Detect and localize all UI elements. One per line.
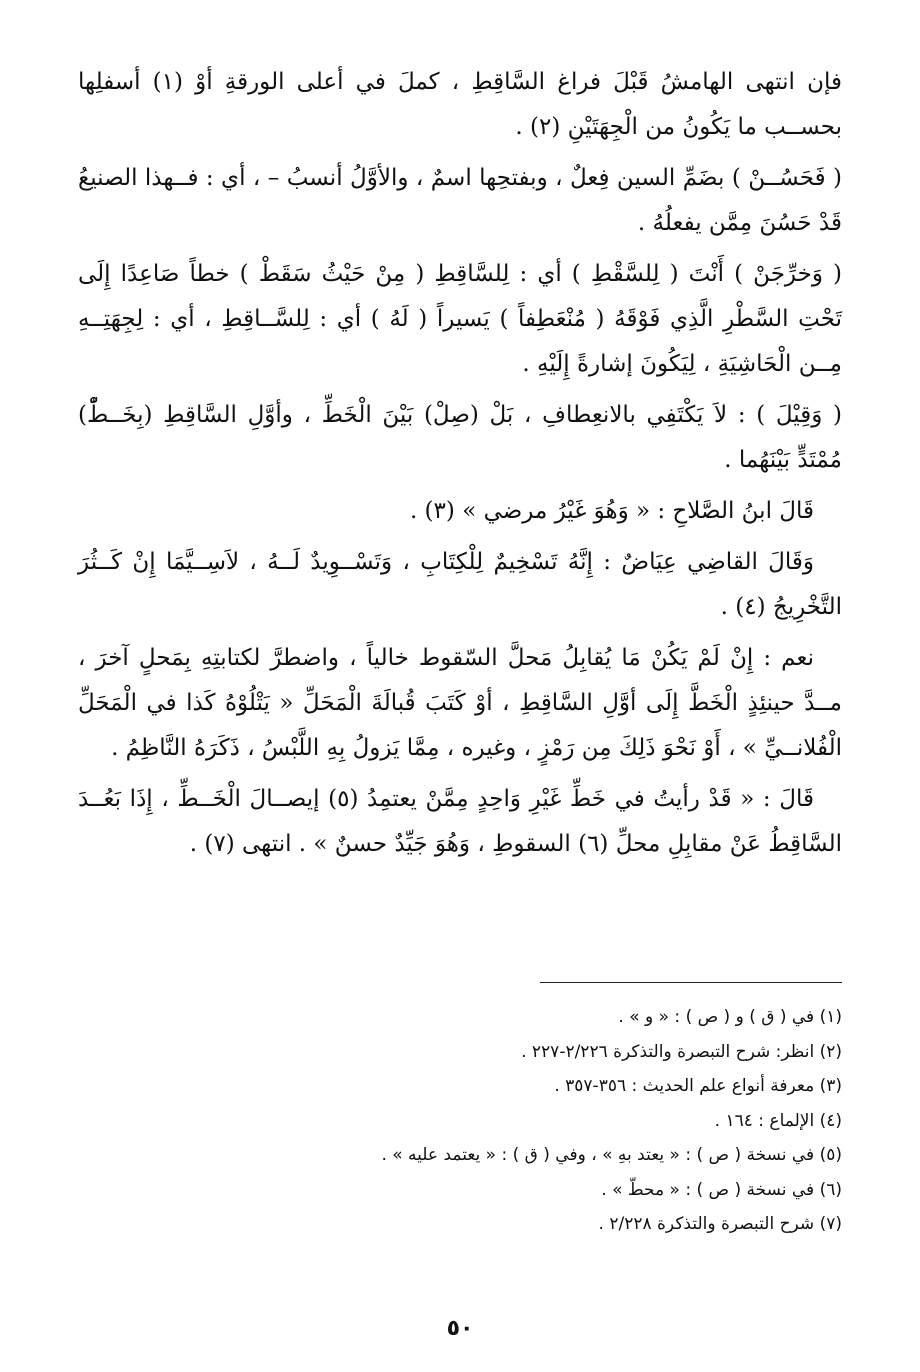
paragraph-6: وَقَالَ القاضِي عِيَاضٌ : إِنَّهُ تَسْخِيمٌ لِلْكِتَابِ ، وَتَسْــوِيدٌ لَــهُ ، لاَسِــيَّمَا إِنْ كَــثُرَ التَّخْرِيجُ (٤) . (78, 549, 842, 620)
paragraph-3: ( وَخرِّجَنْ ) أَنْتَ ( لِلسَّقْطِ ) أي : لِلسَّاقِطِ ( مِنْ حَيْثُ سَقَطْ ) خطاً صَاعِدًا إِلَى تَحْتِ السَّطْرِ الَّذِي فَوْقَهُ ( مُنْعَطِفاً ) يَسيراً ( لَهُ ) أي : لِلسَّــاقِطِ ، أي : لِجِهَتِــهِ مِــن الْحَاشِيَةِ ، لِيَكُونَ إشارةً إِلَيْهِ . (78, 261, 842, 377)
paragraph-7: نعم : إِنْ لَمْ يَكُنْ مَا يُقابِلُ مَحلَّ السّقوط خالياً ، واضطرَّ لكتابتِهِ بِمَحلٍ آخرَ ، مــدَّ حينئِذٍ الْخَطَّ إِلَى أوَّلِ السَّاقِطِ ، أوْ كَتَبَ قُبالَةَ الْمَحَلِّ « يَتْلُوْهُ كَذا في الْمَحَلِّ الْفُلانــيِّ » ، أَوْ نَحْوَ ذَلِكَ مِن رَمْزٍ ، وغيره ، مِمَّا يَزولُ بِهِ اللَّبْسُ ، ذَكَرَهُ النَّاظِمُ . (78, 645, 842, 761)
paragraph-4: ( وَقِيْلَ ) : لاَ يَكْتَفِي بالانعِطافِ ، بَلْ (صِلْ) بَيْنَ الْخَطِّ ، وأوَّلِ السَّاقِطِ (بِخَــطّْ) مُمْتَدٍّ بَيْنَهُما . (78, 402, 842, 473)
footnotes (78, 1000, 842, 1242)
paragraph-1: فإن انتهى الهامشُ قَبْلَ فراغ السَّاقِطِ ، كملَ في أعلى الورقةِ أوْ (١) أسفلِها بحســب ما يَكُونُ من الْجِهَتَيْنِ (٢) . (78, 69, 842, 140)
footnote-4: (٤) الإلماع : ١٦٤ . (714, 1110, 842, 1131)
paragraph-2: ( فَحَسُــنْ ) بضَمِّ السين فِعلٌ ، وبفتحِها اسمٌ ، والأوَّلُ أنسبُ – ، أي : فــهذا الصنيعُ قَدْ حَسُنَ مِمَّن يفعلُهُ . (78, 165, 842, 236)
footnote-7: (٧) شرح التبصرة والتذكرة ٢/٢٢٨ . (598, 1214, 842, 1234)
footnote-3: (٣) معرفة أنواع علم الحديث : ٣٥٦-٣٥٧ . (554, 1076, 842, 1096)
footnote-6: (٦) في نسخة ( ص ) : « محطّ » . (601, 1179, 842, 1200)
paragraph-8: قَالَ : « قَدْ رأيتُ في خَطِّ غَيْرِ وَاحِدٍ مِمَّنْ يعتمِدُ (٥) إيصــالَ الْخَــطِّ ، إِذَا بَعُــدَ السَّاقِطُ عَنْ مقابِلِ محلِّ (٦) السقوطِ ، وَهُوَ جَيِّدٌ حسنٌ » . انتهى (٧) . (78, 786, 842, 857)
footnote-2: (٢) انظر: شرح التبصرة والتذكرة ٢/٢٢٦-٢٢٧ . (521, 1041, 842, 1062)
page-number: ٥٠ (446, 1316, 474, 1341)
footnote-separator (540, 982, 842, 983)
paragraph-5: قَالَ ابنُ الصَّلاحِ : « وَهُوَ غَيْرُ مرضي » (٣) . (409, 498, 814, 524)
footnote-5: (٥) في نسخة ( ص ) : « يعتد بهِ » ، وفي ( ق ) : « يعتمد عليه » . (381, 1145, 842, 1165)
main-text (78, 60, 842, 873)
footnote-1: (١) في ( ق ) و ( ص ) : « و » . (618, 1007, 842, 1027)
